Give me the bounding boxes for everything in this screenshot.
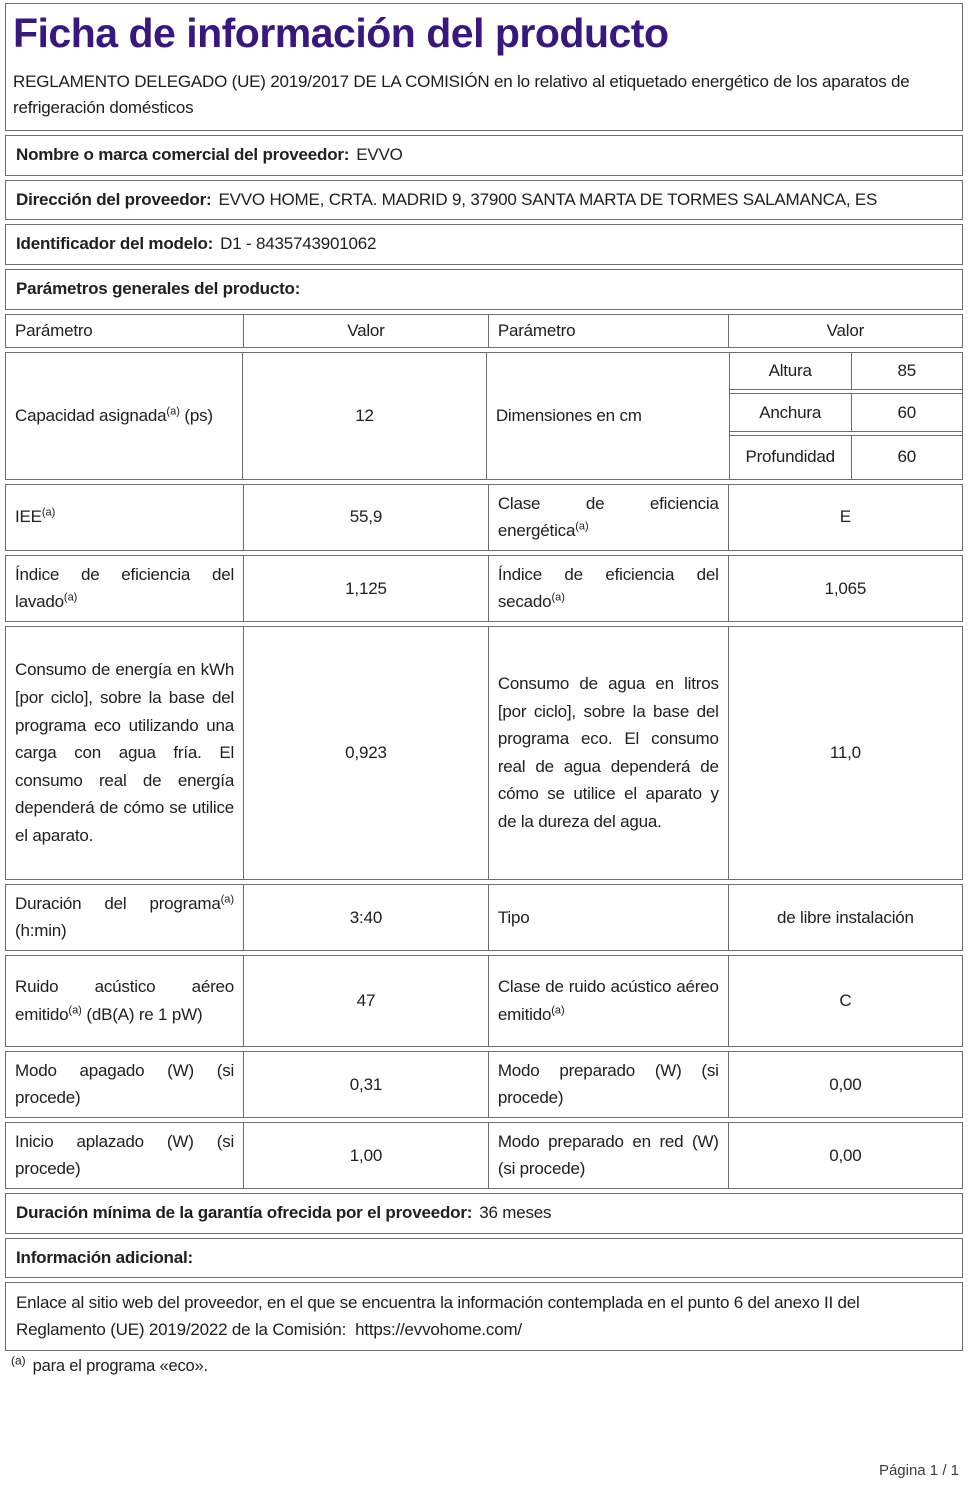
param-label-standby-mode: Modo preparado (W) (si procede) [488, 1052, 728, 1117]
footnote-text: para el programa «eco». [32, 1356, 208, 1375]
header-parametro-right: Parámetro [488, 315, 728, 347]
model-identifier-line [16, 232, 952, 257]
dimension-row-width [730, 393, 962, 432]
table-row-energy-water-consumption [5, 626, 963, 880]
eco-program-footnote [11, 1353, 963, 1376]
supplier-name-line [16, 143, 952, 168]
regulation-subtitle: REGLAMENTO DELEGADO (UE) 2019/2017 DE LA COMISIÓN en lo relativo al etiquetado energético de los aparatos de refrigeración domésticos [13, 72, 910, 117]
warranty-label: Duración mínima de la garantía ofrecida por el proveedor: [16, 1203, 473, 1223]
param-value-program-duration: 3:40 [243, 885, 488, 950]
param-label-type: Tipo [488, 885, 728, 950]
param-value-water-consumption: 11,0 [728, 627, 962, 879]
dimensions-subtable [729, 353, 962, 479]
page-title: Ficha de información del producto [13, 10, 669, 56]
additional-info-heading-row [5, 1238, 963, 1279]
dimension-label: Altura [768, 360, 812, 380]
supplier-name-value: EVVO [356, 145, 403, 165]
param-value-off-mode: 0,31 [243, 1052, 488, 1117]
table-row-duration-type [5, 884, 963, 951]
model-identifier-label: Identificador del modelo: [16, 234, 214, 254]
header-parametro-left: Parámetro [15, 320, 93, 340]
additional-info-heading: Información adicional: [16, 1247, 193, 1267]
param-value-standby-mode: 0,00 [728, 1052, 962, 1117]
param-value-wash-index: 1,125 [243, 556, 488, 621]
param-label-energy-class: Clase de eficiencia energética$^{(a)}$ [488, 485, 728, 550]
table-row-noise [5, 955, 963, 1047]
param-label-capacity: Capacidad asignada$^{(a)}$ (ps) [15, 405, 213, 425]
param-label-off-mode: Modo apagado (W) (si procede) [15, 1060, 235, 1108]
param-label-iee: IEE$^{(a)}$ [15, 506, 56, 527]
supplier-website-link[interactable]: https://evvohome.com/ [355, 1319, 522, 1339]
supplier-address-row [5, 180, 963, 221]
param-value-noise-class: C [728, 956, 962, 1046]
model-identifier-value: D1 - 8435743901062 [220, 234, 377, 254]
page-indicator: Página 1 / 1 [878, 1462, 959, 1479]
supplier-website-row [5, 1282, 963, 1351]
general-params-heading-row [5, 269, 963, 310]
supplier-address-label: Dirección del proveedor: [16, 189, 212, 209]
warranty-row [5, 1193, 963, 1234]
table-row-off-standby-mode [5, 1051, 963, 1118]
param-value-iee: 55,9 [243, 485, 488, 550]
param-value-networked-standby: 0,00 [728, 1123, 962, 1188]
supplier-name-label: Nombre o marca comercial del proveedor: [16, 145, 350, 165]
supplier-website-line [16, 1290, 952, 1343]
parameters-table [5, 314, 963, 1189]
dimension-value: 85 [851, 353, 962, 390]
param-value-dry-index: 1,065 [728, 556, 962, 621]
footnote-marker: (a) [11, 1353, 26, 1368]
param-value-capacity: 12 [242, 353, 486, 479]
supplier-address-value: EVVO HOME, CRTA. MADRID 9, 37900 SANTA MARTA DE TORMES SALAMANCA, ES [218, 189, 878, 209]
footnote-marker: (a) [166, 405, 180, 418]
table-row-delayed-start-network [5, 1122, 963, 1189]
table-row-wash-dry-index [5, 555, 963, 622]
header-valor-right: Valor [728, 315, 962, 347]
param-label-wash-index: Índice de eficiencia del lavado$^{(a)}$ [15, 564, 235, 612]
param-label-water-consumption: Consumo de agua en litros [por ciclo], sobre la base del programa eco. El consumo real de agua dependerá de cómo se utilice el aparato y de la dureza del agua. [488, 627, 728, 879]
table-header-row [5, 314, 963, 348]
param-value-energy-class: E [728, 485, 962, 550]
dimension-row-depth [730, 435, 962, 479]
param-label-dry-index: Índice de eficiencia del secado$^{(a)}$ [488, 556, 728, 621]
header-valor-left: Valor [243, 315, 488, 347]
supplier-address-line [16, 188, 952, 213]
warranty-line [16, 1201, 952, 1226]
model-identifier-row [5, 224, 963, 265]
param-value-energy-consumption: 0,923 [243, 627, 488, 879]
param-value-type: de libre instalación [728, 885, 962, 950]
table-row-iee-energy-class [5, 484, 963, 551]
dimension-value: 60 [851, 394, 962, 431]
dimension-value: 60 [851, 436, 962, 479]
param-label-noise: Ruido acústico aéreo emitido$^{(a)}$ (dB(A) re 1 pW) [15, 977, 235, 1024]
param-label-noise-class: Clase de ruido acústico aéreo emitido$^{(a)}$ [488, 956, 728, 1046]
supplier-name-row [5, 135, 963, 176]
table-row-capacity-dimensions [5, 352, 963, 480]
supplier-website-text: Enlace al sitio web del proveedor, en el que se encuentra la información contemplada en el punto 6 del anexo II del Reglamento (UE) 2019/2022 de la Comisión: [16, 1293, 860, 1339]
param-label-dimensions: Dimensiones en cm [486, 353, 725, 479]
dimension-row-height [730, 353, 962, 391]
param-label-delayed-start: Inicio aplazado (W) (si procede) [15, 1131, 235, 1179]
param-label-networked-standby: Modo preparado en red (W) (si procede) [488, 1123, 728, 1188]
warranty-value: 36 meses [479, 1203, 552, 1223]
param-label-program-duration: Duración del programa$^{(a)}$ (h:min) [15, 893, 235, 941]
title-box [5, 3, 963, 131]
dimension-label: Profundidad [745, 447, 835, 467]
param-value-noise: 47 [243, 956, 488, 1046]
dimension-label: Anchura [759, 402, 822, 422]
general-params-heading: Parámetros generales del producto: [16, 279, 301, 299]
param-label-energy-consumption: Consumo de energía en kWh [por ciclo], sobre la base del programa eco utilizando una carga con agua fría. El consumo real de energía dependerá de cómo se utilice el aparato. [15, 660, 235, 845]
param-value-delayed-start: 1,00 [243, 1123, 488, 1188]
